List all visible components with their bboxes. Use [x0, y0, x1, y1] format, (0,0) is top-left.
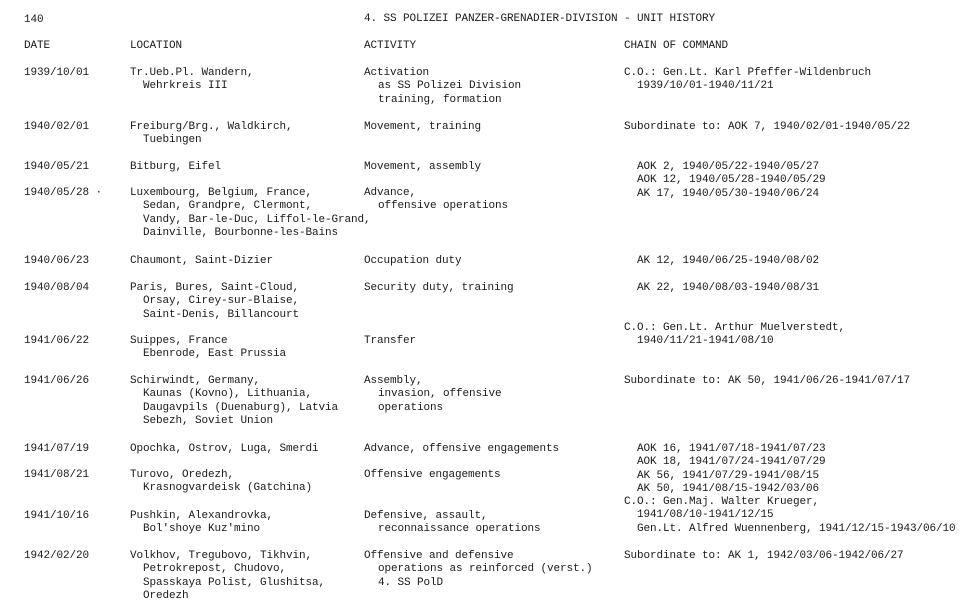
chain-line: AOK 12, 1940/05/28-1940/05/29	[637, 174, 826, 187]
chain-line: 1940/11/21-1941/08/10	[637, 335, 774, 348]
header-chain-of-command: CHAIN OF COMMAND	[624, 40, 729, 52]
row-activity-line: Advance,	[364, 187, 417, 199]
row-date: 1941/06/22	[24, 335, 90, 347]
row-activity-line: Transfer	[364, 335, 417, 347]
row-date: 1940/05/21	[24, 161, 90, 173]
row-activity-line: Movement, assembly	[364, 161, 482, 173]
chain-line: AK 12, 1940/06/25-1940/08/02	[637, 255, 820, 267]
row-activity-line: reconnaissance operations	[378, 523, 541, 536]
row-activity-line: training, formation	[378, 93, 502, 106]
row-activity-line: Security duty, training	[364, 282, 514, 294]
row-location-line: Turovo, Oredezh,	[130, 469, 235, 481]
page-title: 4. SS POLIZEI PANZER-GRENADIER-DIVISION - UNIT HISTORY	[364, 13, 716, 25]
header-location: LOCATION	[130, 40, 183, 52]
chain-line: AOK 16, 1941/07/18-1941/07/23	[637, 443, 826, 455]
row-date: 1941/07/19	[24, 443, 90, 455]
row-activity-line: 4. SS PolD	[378, 576, 444, 589]
row-activity-line: Advance, offensive engagements	[364, 443, 560, 455]
page-number: 140	[24, 14, 44, 26]
row-date: 1940/06/23	[24, 255, 90, 267]
row-date: 1939/10/01	[24, 67, 90, 79]
row-activity-line: Activation	[364, 67, 430, 79]
row-location-line: Daugavpils (Duenaburg), Latvia	[143, 401, 339, 414]
chain-line: Subordinate to: AK 50, 1941/06/26-1941/07/17	[624, 375, 911, 387]
header-activity: ACTIVITY	[364, 40, 417, 52]
chain-line: 1939/10/01-1940/11/21	[637, 80, 774, 93]
chain-line: Subordinate to: AOK 7, 1940/02/01-1940/05/22	[624, 121, 911, 133]
row-location-line: Spasskaya Polist, Glushitsa,	[143, 576, 326, 589]
row-location-line: Wehrkreis III	[143, 80, 228, 93]
row-location-line: Chaumont, Saint-Dizier	[130, 255, 274, 267]
row-activity-line: operations as reinforced (verst.)	[378, 563, 593, 576]
row-activity-line: invasion, offensive	[378, 388, 502, 401]
row-location-line: Tr.Ueb.Pl. Wandern,	[130, 67, 254, 79]
row-date: 1941/08/21	[24, 469, 90, 481]
row-activity-line: operations	[378, 401, 444, 414]
row-location-line: Paris, Bures, Saint-Cloud,	[130, 282, 300, 294]
row-location-line: Pushkin, Alexandrovka,	[130, 510, 274, 522]
chain-line: AOK 18, 1941/07/24-1941/07/29	[637, 456, 826, 469]
row-date: 1940/08/04	[24, 282, 90, 294]
row-location-line: Bitburg, Eifel	[130, 161, 222, 173]
row-activity-line: Offensive and defensive	[364, 550, 514, 562]
chain-line: Gen.Lt. Alfred Wuennenberg, 1941/12/15-1943/06/10	[637, 522, 956, 535]
row-location-line: Bol'shoye Kuz'mino	[143, 523, 261, 536]
row-date: 1941/06/26	[24, 375, 90, 387]
row-location-line: Opochka, Ostrov, Luga, Smerdi	[130, 443, 319, 455]
row-location-line: Orsay, Cirey-sur-Blaise,	[143, 295, 300, 308]
row-activity-line: Defensive, assault,	[364, 510, 488, 522]
row-date: 1942/02/20	[24, 550, 90, 562]
chain-line: AK 50, 1941/08/15-1942/03/06	[637, 483, 820, 496]
row-date: 1941/10/16	[24, 510, 90, 522]
chain-line: AK 56, 1941/07/29-1941/08/15	[637, 469, 820, 482]
row-location-line: Suippes, France	[130, 335, 228, 347]
row-location-line: Sedan, Grandpre, Clermont,	[143, 200, 313, 213]
chain-line: 1941/08/10-1941/12/15	[637, 509, 774, 522]
row-location-line: Luxembourg, Belgium, France,	[130, 187, 313, 199]
row-location-line: Dainville, Bourbonne-les-Bains	[143, 227, 339, 240]
row-activity-line: as SS Polizei Division	[378, 80, 522, 93]
row-location-line: Vandy, Bar-le-Duc, Liffol-le-Grand,	[143, 213, 371, 226]
header-date: DATE	[24, 40, 51, 52]
row-location-line: Sebezh, Soviet Union	[143, 415, 274, 428]
row-location-line: Petrokrepost, Chudovo,	[143, 563, 287, 576]
chain-line: C.O.: Gen.Maj. Walter Krueger,	[624, 496, 820, 508]
row-location-line: Ebenrode, East Prussia	[143, 348, 287, 361]
chain-line: C.O.: Gen.Lt. Karl Pfeffer-Wildenbruch	[624, 67, 872, 79]
row-activity-line: Occupation duty	[364, 255, 462, 267]
row-location-line: Freiburg/Brg., Waldkirch,	[130, 121, 293, 133]
row-location-line: Krasnogvardeisk (Gatchina)	[143, 482, 313, 495]
chain-line: AK 22, 1940/08/03-1940/08/31	[637, 282, 820, 294]
row-location-line: Oredezh	[143, 590, 189, 603]
chain-line: C.O.: Gen.Lt. Arthur Muelverstedt,	[624, 322, 846, 334]
row-date: 1940/05/28 ·	[24, 187, 103, 199]
row-location-line: Saint-Denis, Billancourt	[143, 308, 300, 321]
chain-line: Subordinate to: AK 1, 1942/03/06-1942/06/27	[624, 550, 904, 562]
chain-line: AK 17, 1940/05/30-1940/06/24	[637, 187, 820, 200]
row-location-line: Schirwindt, Germany,	[130, 375, 261, 387]
row-date: 1940/02/01	[24, 121, 90, 133]
row-location-line: Volkhov, Tregubovo, Tikhvin,	[130, 550, 313, 562]
chain-line: AOK 2, 1940/05/22-1940/05/27	[637, 161, 820, 173]
row-activity-line: offensive operations	[378, 200, 509, 213]
row-activity-line: Assembly,	[364, 375, 423, 387]
row-activity-line: Offensive engagements	[364, 469, 501, 481]
row-location-line: Tuebingen	[143, 134, 202, 147]
row-location-line: Kaunas (Kovno), Lithuania,	[143, 388, 313, 401]
row-activity-line: Movement, training	[364, 121, 482, 133]
